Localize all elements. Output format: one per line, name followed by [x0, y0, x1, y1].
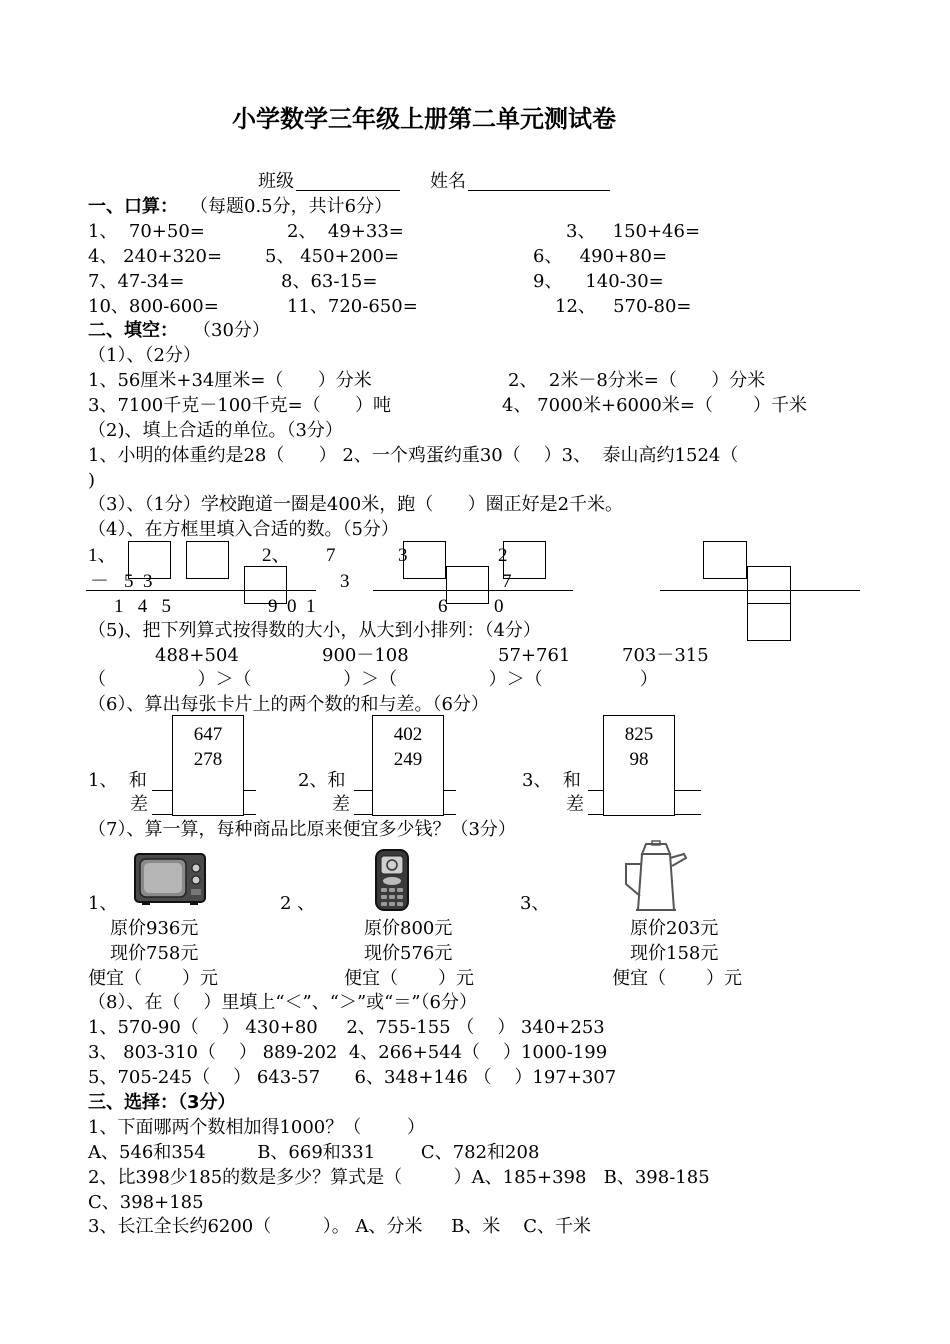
- vq1-bottom: 1 4 5: [114, 596, 171, 617]
- diff-answer-right[interactable]: [244, 814, 256, 815]
- vq4-mid: 7: [502, 571, 512, 592]
- digit-box[interactable]: [747, 566, 791, 604]
- card-number: 249: [393, 749, 423, 770]
- choice-line: 3、长江全长约6200（ ）。 A、分米 B、米 C、千米: [88, 1216, 591, 1237]
- choice-line: 2、比398少185的数是多少？算式是（ ）A、185+398 B、398-185: [88, 1167, 710, 1188]
- section-2-score: （30分）: [193, 320, 270, 341]
- choice-line: C、398+185: [88, 1192, 204, 1213]
- vq2-label: 2、: [262, 545, 291, 566]
- original-price: 原价800元: [364, 918, 453, 939]
- fill-item: 4、 7000米+6000米=（ ）千米: [502, 395, 808, 416]
- number-card: [172, 715, 244, 816]
- digit-box[interactable]: [403, 541, 446, 579]
- vq1-minus: －: [90, 571, 110, 592]
- fill-item: 3、7100千克－100千克=（ ）吨: [88, 395, 392, 416]
- discount-blank: 便宜（ ）元: [344, 968, 475, 989]
- sum-label: 1、 和: [88, 770, 147, 791]
- diff-answer-left[interactable]: [152, 814, 172, 815]
- fill-item: 1、56厘米+34厘米=（ ）分米: [88, 370, 372, 391]
- current-price: 现价576元: [364, 943, 453, 964]
- part-3: （3）、（1分）学校跑道一圈是400米，跑（ ）圈正好是2千米。: [88, 494, 624, 515]
- vq4-bottom: 0: [494, 596, 504, 617]
- oral-item: 10、800-600=: [88, 296, 219, 317]
- compare-line: 1、570-90（ ） 430+80 2、755-155 （ ） 340+253: [88, 1017, 605, 1038]
- oral-item: 3、 150+46=: [566, 221, 701, 242]
- sum-line: [660, 590, 860, 591]
- original-price: 原价203元: [630, 918, 719, 939]
- part-7-title: （7）、算一算，每种商品比原来便宜多少钱？（3分）: [88, 819, 516, 840]
- number-card: [372, 715, 444, 816]
- part-4-title: （4）、在方框里填入合适的数。（5分）: [88, 519, 399, 540]
- oral-item: 6、 490+80=: [533, 246, 668, 267]
- sum-line: [86, 590, 316, 591]
- sum-answer-right[interactable]: [444, 790, 456, 791]
- vq3-label: 3: [398, 545, 408, 566]
- sum-answer-left[interactable]: [152, 790, 172, 791]
- section-1-score: （每题0.5分，共计6分）: [190, 196, 393, 217]
- oral-item: 2、 49+33=: [287, 221, 404, 242]
- page-title: 小学数学三年级上册第二单元测试卷: [232, 105, 616, 133]
- original-price: 原价936元: [110, 918, 199, 939]
- digit-box[interactable]: [503, 541, 546, 579]
- sum-answer-left[interactable]: [354, 790, 372, 791]
- part-5-title: （5)、把下列算式按得数的大小，从大到小排列：（4分）: [88, 620, 541, 641]
- expr: 900－108: [322, 645, 409, 666]
- goods-label: 3、: [520, 893, 550, 914]
- digit-box[interactable]: [186, 541, 229, 579]
- goods-label: 2 、: [280, 893, 316, 914]
- sum-label: 2、和: [298, 770, 346, 791]
- sum-answer-left[interactable]: [588, 790, 603, 791]
- current-price: 现价158元: [630, 943, 719, 964]
- name-label: 姓名: [430, 171, 466, 192]
- choice-line: A、546和354 B、669和331 C、782和208: [88, 1142, 540, 1163]
- kettle-icon: [620, 840, 692, 914]
- oral-item: 1、 70+50=: [88, 221, 205, 242]
- tv-icon: [134, 852, 206, 906]
- part-1-title: （1）、（2分）: [88, 345, 201, 366]
- oral-item: 7、47-34=: [88, 271, 185, 292]
- part-2-title: （2)、填上合适的单位。（3分）: [88, 420, 343, 441]
- diff-answer-left[interactable]: [354, 814, 372, 815]
- sum-label: 3、 和: [522, 770, 581, 791]
- discount-blank: 便宜（ ）元: [612, 968, 743, 989]
- section-2-heading: 二、填空：: [88, 320, 178, 341]
- unit-line: 1、小明的体重约是28（ ） 2、一个鸡蛋约重30（ ）3、 泰山高约1524（: [88, 445, 739, 466]
- vq1-label: 1、: [88, 545, 117, 566]
- vq3-bottom: 6: [438, 596, 448, 617]
- sum-answer-right[interactable]: [675, 790, 701, 791]
- digit-box[interactable]: [703, 541, 747, 579]
- expr: 488+504: [155, 645, 239, 666]
- unit-line-cont: ): [88, 470, 96, 491]
- number-card: [603, 715, 675, 816]
- vq2-bottom: 9 0 1: [268, 596, 316, 617]
- diff-answer-right[interactable]: [444, 814, 456, 815]
- part-6-title: （6）、算出每张卡片上的两个数的和与差。（6分）: [88, 694, 489, 715]
- diff-answer-left[interactable]: [588, 814, 603, 815]
- vq4-label: 2: [498, 545, 508, 566]
- vq2-mid: 3: [340, 571, 350, 592]
- name-field[interactable]: [468, 190, 610, 191]
- vq2-top: 7: [326, 545, 336, 566]
- compare-line: 5、705-245（ ） 643-57 6、348+146 （ ）197+307: [88, 1067, 617, 1088]
- oral-item: 12、 570-80=: [555, 296, 692, 317]
- vq1-top: 5 3: [124, 571, 153, 592]
- diff-label: 差: [566, 794, 584, 815]
- current-price: 现价758元: [110, 943, 199, 964]
- card-number: 98: [629, 749, 649, 770]
- class-field[interactable]: [296, 190, 400, 191]
- card-number: 825: [624, 724, 654, 745]
- goods-label: 1、: [88, 893, 118, 914]
- choice-line: 1、下面哪两个数相加得1000？（ ）: [88, 1117, 426, 1138]
- digit-box[interactable]: [747, 603, 791, 641]
- card-number: 402: [393, 724, 423, 745]
- card-number: 278: [193, 749, 223, 770]
- sum-line: [373, 590, 573, 591]
- compare-line: 3、 803-310（ ） 889-202 4、266+544（ ）1000-199: [88, 1042, 608, 1063]
- digit-box[interactable]: [446, 566, 489, 604]
- discount-blank: 便宜（ ）元: [88, 968, 219, 989]
- order-line: （ ）＞（ ）＞（ ）＞（ ）: [88, 669, 658, 690]
- expr: 703－315: [622, 645, 709, 666]
- diff-label: 差: [130, 794, 148, 815]
- class-label: 班级: [258, 171, 294, 192]
- oral-item: 8、63-15=: [281, 271, 378, 292]
- fill-item: 2、 2米－8分米=（ ）分米: [508, 370, 766, 391]
- oral-item: 11、720-650=: [287, 296, 418, 317]
- oral-item: 4、 240+320=: [88, 246, 223, 267]
- oral-item: 5、 450+200=: [265, 246, 400, 267]
- expr: 57+761: [498, 645, 571, 666]
- diff-answer-right[interactable]: [675, 814, 701, 815]
- digit-box[interactable]: [128, 541, 171, 579]
- sum-answer-right[interactable]: [244, 790, 256, 791]
- section-1-heading: 一、口算：: [88, 196, 178, 217]
- card-number: 647: [193, 724, 223, 745]
- oral-item: 9、 140-30=: [533, 271, 664, 292]
- mobile-phone-icon: [374, 848, 410, 912]
- diff-label: 差: [332, 794, 350, 815]
- part-8-title: （8）、在（ ）里填上“＜”、“＞”或“＝”（6分）: [88, 992, 478, 1013]
- section-3-heading: 三、选择：（3分）: [88, 1092, 236, 1113]
